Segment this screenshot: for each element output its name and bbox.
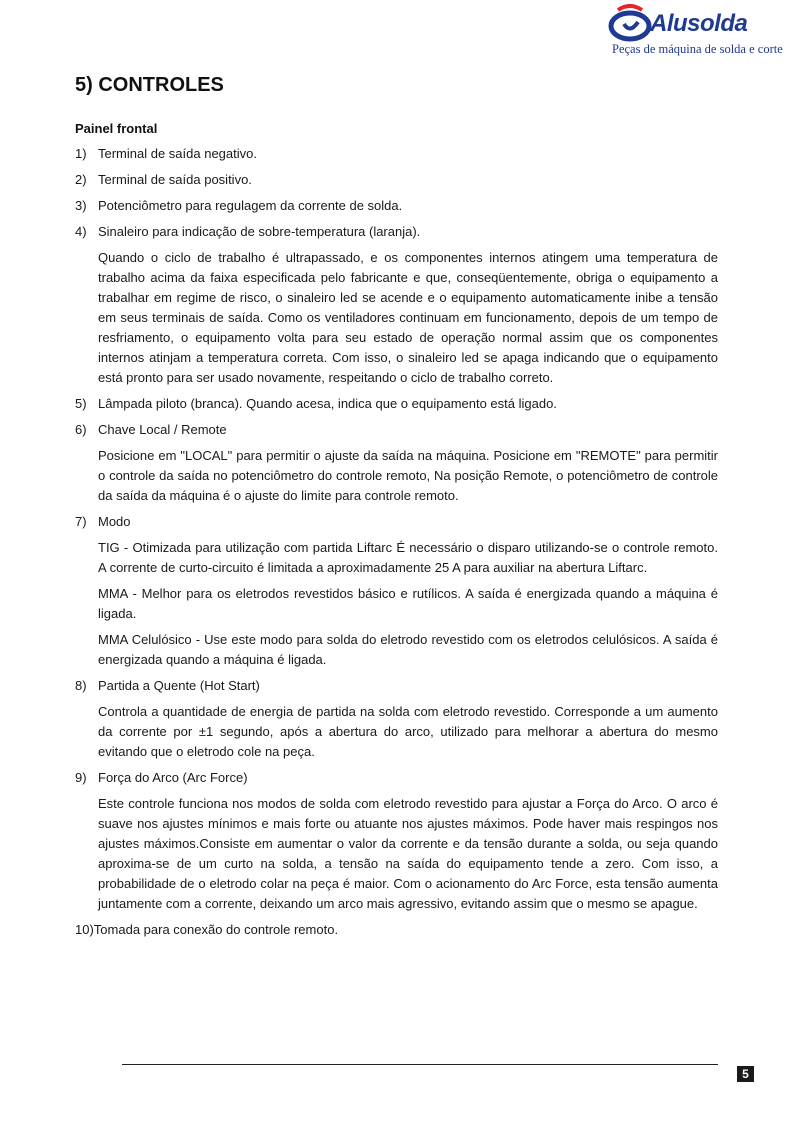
page-number: 5 xyxy=(737,1066,754,1082)
list-item-number: 6) xyxy=(75,422,87,437)
list-item-number: 10) xyxy=(75,922,94,937)
list-item xyxy=(75,170,718,190)
list-item xyxy=(75,420,718,506)
list-item-text: Força do Arco (Arc Force) xyxy=(98,770,248,785)
list-item-text: Modo xyxy=(98,514,131,529)
list-item-number: 4) xyxy=(75,224,87,239)
list-item xyxy=(75,768,718,914)
section-title: 5) CONTROLES xyxy=(75,74,224,96)
list-item-number: 1) xyxy=(75,146,87,161)
list-item-text: Lâmpada piloto (branca). Quando acesa, indica que o equipamento está ligado. xyxy=(98,396,557,411)
logo-swirl-icon xyxy=(608,4,652,44)
list-item xyxy=(75,512,718,670)
list-item-text: Terminal de saída negativo. xyxy=(98,146,257,161)
list-item-number: 8) xyxy=(75,678,87,693)
list-item xyxy=(75,196,718,216)
logo-brand-name: Alusolda xyxy=(650,10,748,37)
list-item-number: 9) xyxy=(75,770,87,785)
list-item-number: 7) xyxy=(75,514,87,529)
list-item xyxy=(75,676,718,762)
item-description: Controla a quantidade de energia de partida na solda com eletrodo revestido. Corresponde a um aumento da corrente por ±1 segundo, após a abertura do arco, utilizado para melhorar a abertura do mesmo evitando que o eletrodo cole na peça. xyxy=(98,704,718,759)
list-item-text: Chave Local / Remote xyxy=(98,422,227,437)
list-item xyxy=(75,920,718,940)
item-description: Quando o ciclo de trabalho é ultrapassado, e os componentes internos atingem uma temperatura de trabalho acima da faixa especificada pelo fabricante e que, conseqüentemente, obriga o equipamento a trabalhar em regime de risco, o sinaleiro led se acende e o equipamento automaticamente inibe a tensão em seus terminais de saída. Como os ventiladores continuam em funcionamento, depois de um tempo de resfriamento, o equipamento volta para seu estado de operação normal assim que os componentes internos atinjam a temperatura correta. Com isso, o sinaleiro led se apaga indicando que o equipamento está pronto para ser usado novamente, respeitando o ciclo de trabalho correto. xyxy=(98,250,718,385)
list-item-text: Tomada para conexão do controle remoto. xyxy=(93,922,339,937)
list-item-number: 5) xyxy=(75,396,87,411)
list-item-text: Terminal de saída positivo. xyxy=(98,172,252,187)
list-item xyxy=(75,222,718,388)
list-item-text: Potenciômetro para regulagem da corrente de solda. xyxy=(98,198,403,213)
list-item xyxy=(75,144,718,164)
footer-divider xyxy=(122,1064,718,1065)
item-description: MMA Celulósico - Use este modo para solda do eletrodo revestido com os eletrodos celulósicos. A saída é energizada quando a máquina é ligada. xyxy=(98,632,718,667)
list-item-number: 3) xyxy=(75,198,87,213)
section-subtitle: Painel frontal xyxy=(75,121,158,136)
item-description: MMA - Melhor para os eletrodos revestidos básico e rutílicos. A saída é energizada quando a máquina é ligada. xyxy=(98,586,718,621)
list-item-number: 2) xyxy=(75,172,87,187)
brand-logo xyxy=(606,2,783,58)
list-item-text: Sinaleiro para indicação de sobre-temperatura (laranja). xyxy=(98,224,421,239)
controls-list xyxy=(75,144,718,946)
item-description: TIG - Otimizada para utilização com partida Liftarc É necessário o disparo utilizando-se o controle remoto. A corrente de curto-circuito é limitada a aproximadamente 25 A para auxiliar na abertura Liftarc. xyxy=(98,540,718,575)
item-description: Este controle funciona nos modos de solda com eletrodo revestido para ajustar a Força do Arco. O arco é suave nos ajustes mínimos e mais forte ou atuante nos ajustes máximos. Pode haver mais respingos nos ajustes máximos.Consiste em aumentar o valor da corrente e da tensão durante a solda, ou seja quando aproxima-se de um curto na solda, a tensão na saída do equipamento tende a zero. Com isso, a probabilidade de o eletrodo colar na peça é maior. Com o acionamento do Arc Force, esta tensão aumenta juntamente com a corrente, deixando um arco mais agressivo, evitando assim que o mesmo se apague. xyxy=(98,796,718,911)
list-item-text: Partida a Quente (Hot Start) xyxy=(98,678,260,693)
item-description: Posicione em "LOCAL" para permitir o ajuste da saída na máquina. Posicione em "REMOTE" para permitir o controle da saída no potenciômetro do controle remoto, Na posição Remote, o potenciômetro de controle da saída da máquina é o ajuste do limite para controle remoto. xyxy=(98,448,718,503)
logo-tagline: Peças de máquina de solda e corte xyxy=(612,42,783,56)
list-item xyxy=(75,394,718,414)
